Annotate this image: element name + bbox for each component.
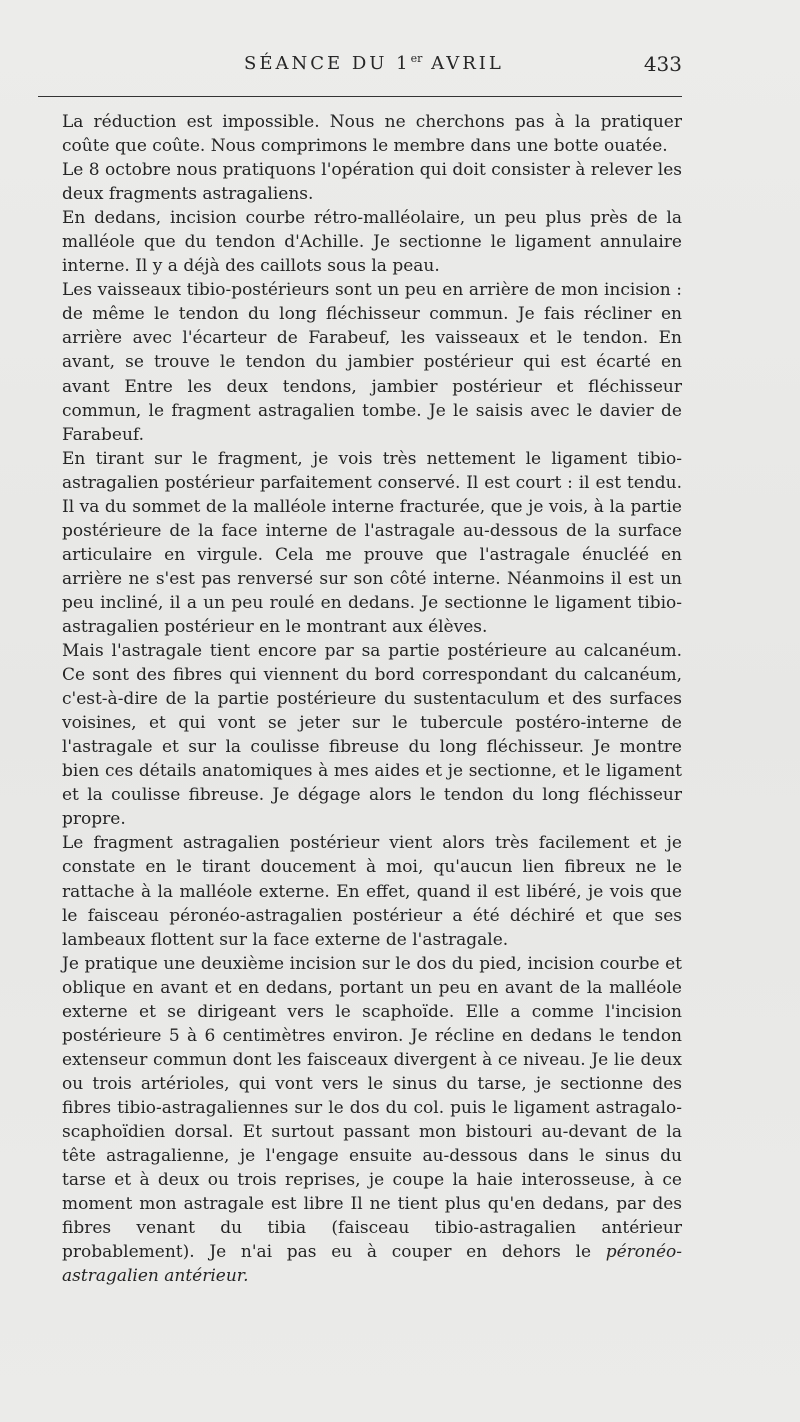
paragraph: La réduction est impossible. Nous ne cherchons pas à la pratiquer coûte que coûte. Nous comprimons le membre dans une botte ouatée. [62,112,682,157]
running-head-text: SÉANCE DU 1 [244,53,411,74]
page-header [0,50,800,80]
paragraph-last-italic: péronéo-astragalien antérieur. [62,1242,682,1287]
running-head-month: AVRIL [422,53,504,74]
paragraph: En tirant sur le fragment, je vois très nettement le ligament tibio-astragalien postérieur parfaitement conservé. Il est court : il est tendu. Il va du sommet de la malléole interne fracturée, que je vois, à la partie postérieure de la face interne de l'astragale au-dessous de la surface articulaire en virgule. Cela me prouve que l'astragale énucléé en arrière ne s'est pas renversé sur son côté interne. Néanmoins il est un peu incliné, il a un peu roulé en dedans. Je sectionne le ligament tibio-astragalien postérieur en le montrant aux élèves. [62,448,682,637]
running-head [244,52,504,74]
running-head-superscript: er [410,52,423,65]
paragraph: En dedans, incision courbe rétro-malléolaire, un peu plus près de la malléole que du tendon d'Achille. Je sectionne le ligament annulaire interne. Il y a déjà des caillots sous la peau. [62,208,682,277]
paragraph-last-text: Je pratique une deuxième incision sur le dos du pied, incision courbe et oblique en avant et en dedans, portant un peu en avant de la malléole externe et se dirigeant vers le scaphoïde. Elle a comme l'incision postérieure 5 à 6 centimètres environ. Je récline en dedans le tendon extenseur commun dont les faisceaux divergent à ce niveau. Je lie deux ou trois artérioles, qui vont vers le sinus du tarse, je sectionne des fibres tibio-astragaliennes sur le dos du col. puis le ligament astragalo-scaphoïdien dorsal. Et surtout passant mon bistouri au-devant de la tête astragalienne, je l'engage ensuite au-dessous dans le sinus du tarse et à deux ou trois reprises, je coupe la haie interosseuse, à ce moment mon astragale est libre Il ne tient plus qu'en dedans, par des fibres venant du tibia (faisceau tibio-astragalien antérieur probablement). Je n'ai pas eu à couper en dehors le [62,953,682,1263]
paragraph-last [62,952,682,1289]
paragraph: Le fragment astragalien postérieur vient alors très facilement et je constate en le tirant doucement à moi, qu'aucun lien fibreux ne le rattache à la malléole externe. En effet, quand il est libéré, je vois que le faisceau péronéo-astragalien postérieur a été déchiré et que ses lambeaux flottent sur la face externe de l'astragale. [62,833,682,950]
header-rule [38,96,682,97]
paragraph: Les vaisseaux tibio-postérieurs sont un peu en arrière de mon incision : de même le tendon du long fléchisseur commun. Je fais récliner en arrière avec l'écarteur de Farabeuf, les vaisseaux et le tendon. En avant, se trouve le tendon du jambier postérieur qui est écarté en avant Entre les deux tendons, jambier postérieur et fléchisseur commun, le fragment astragalien tombe. Je le saisis avec le davier de Farabeuf. [62,280,682,445]
paragraph: Mais l'astragale tient encore par sa partie postérieure au calcanéum. Ce sont des fibres qui viennent du bord correspondant du calcanéum, c'est-à-dire de la partie postérieure du sustentaculum et des surfaces voisines, et qui vont se jeter sur le tubercule postéro-interne de l'astragale et sur la coulisse fibreuse du long fléchisseur. Je montre bien ces détails anatomiques à mes aides et je sectionne, et le ligament et la coulisse fibreuse. Je dégage alors le tendon du long fléchisseur propre. [62,641,682,830]
body-text [62,110,682,1288]
paragraph: Le 8 octobre nous pratiquons l'opération qui doit consister à relever les deux fragments astragaliens. [62,160,682,205]
page-number: 433 [643,52,682,76]
